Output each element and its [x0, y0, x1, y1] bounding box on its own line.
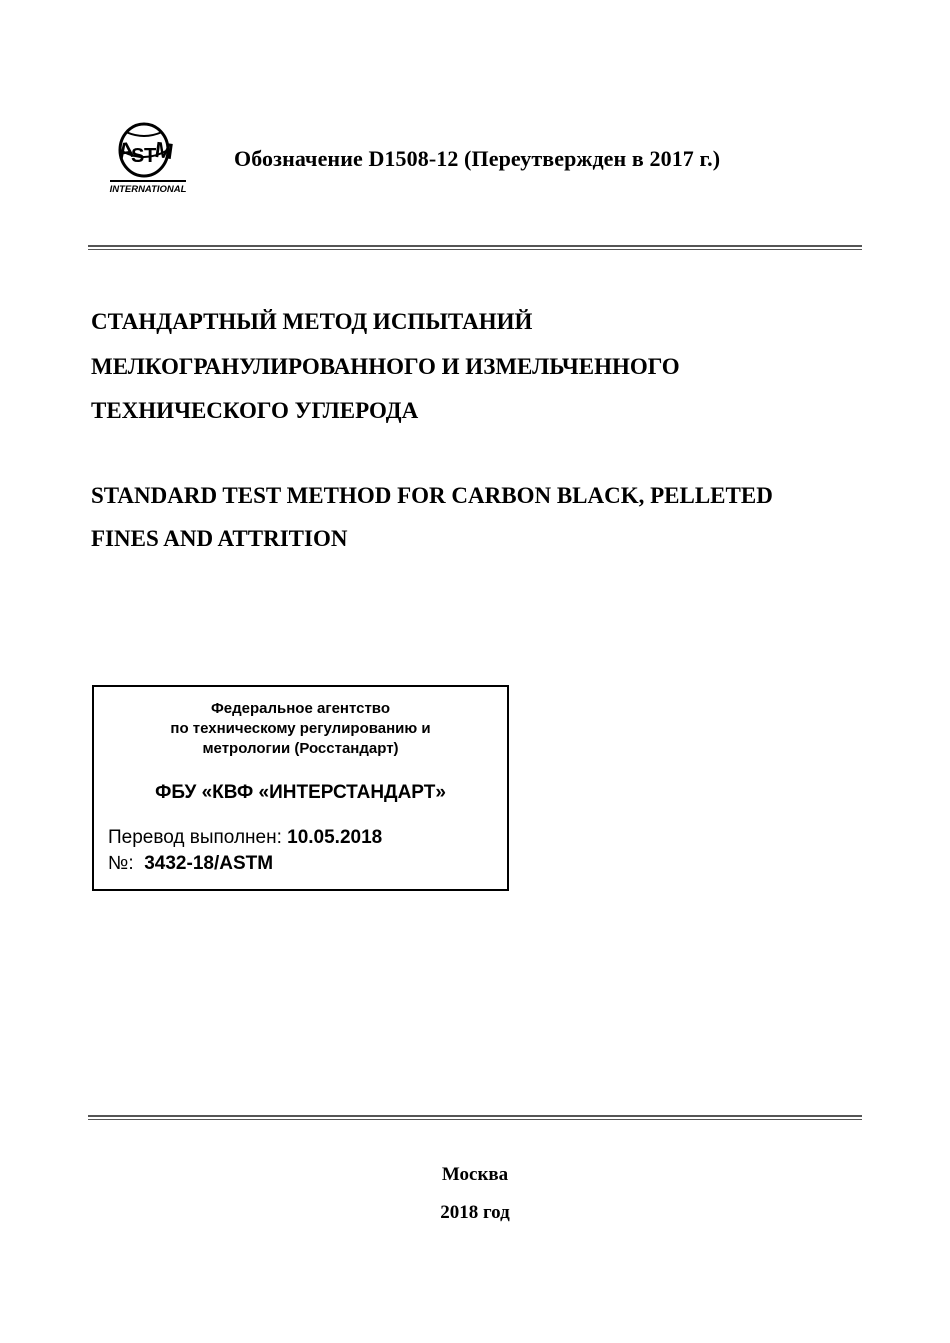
stamp-translation-row — [108, 827, 382, 849]
top-divider — [88, 245, 862, 250]
bottom-divider — [88, 1115, 862, 1120]
logo-subtext: INTERNATIONAL — [109, 184, 187, 194]
stamp-agency — [94, 699, 507, 759]
stamp-number-row — [108, 853, 273, 875]
title-en-line: FINES AND ATTRITION — [91, 526, 348, 551]
svg-text:A: A — [116, 136, 136, 164]
title-english — [91, 474, 881, 560]
footer-city: Москва — [441, 1164, 509, 1185]
number-value: 3432-18/ASTM — [144, 853, 274, 874]
svg-text:M: M — [153, 136, 175, 165]
title-ru-line: ТЕХНИЧЕСКОГО УГЛЕРОДА — [91, 398, 419, 423]
astm-logo — [104, 118, 190, 194]
stamp-agency-line: по техническому регулированию и — [170, 720, 431, 737]
svg-text:S: S — [131, 145, 145, 167]
translation-label: Перевод выполнен: — [108, 827, 282, 848]
title-en-line: STANDARD TEST METHOD FOR CARBON BLACK, PELLETED — [91, 483, 773, 508]
title-ru-line: МЕЛКОГРАНУЛИРОВАННОГО И ИЗМЕЛЬЧЕННОГО — [91, 353, 680, 379]
number-label: №: — [108, 853, 134, 874]
footer-year: 2018 год — [440, 1202, 510, 1223]
translation-stamp — [92, 685, 509, 891]
stamp-organization: ФБУ «КВФ «ИНТЕРСТАНДАРТ» — [155, 782, 446, 803]
title-russian — [91, 300, 881, 434]
title-ru-line: СТАНДАРТНЫЙ МЕТОД ИСПЫТАНИЙ — [91, 309, 533, 334]
stamp-agency-line: метрологии (Росстандарт) — [202, 740, 399, 757]
document-designation: Обозначение D1508-12 (Переутвержден в 2017 г.) — [234, 146, 721, 171]
translation-date: 10.05.2018 — [287, 827, 383, 848]
stamp-agency-line: Федеральное агентство — [210, 700, 390, 717]
svg-text:T: T — [144, 145, 157, 167]
